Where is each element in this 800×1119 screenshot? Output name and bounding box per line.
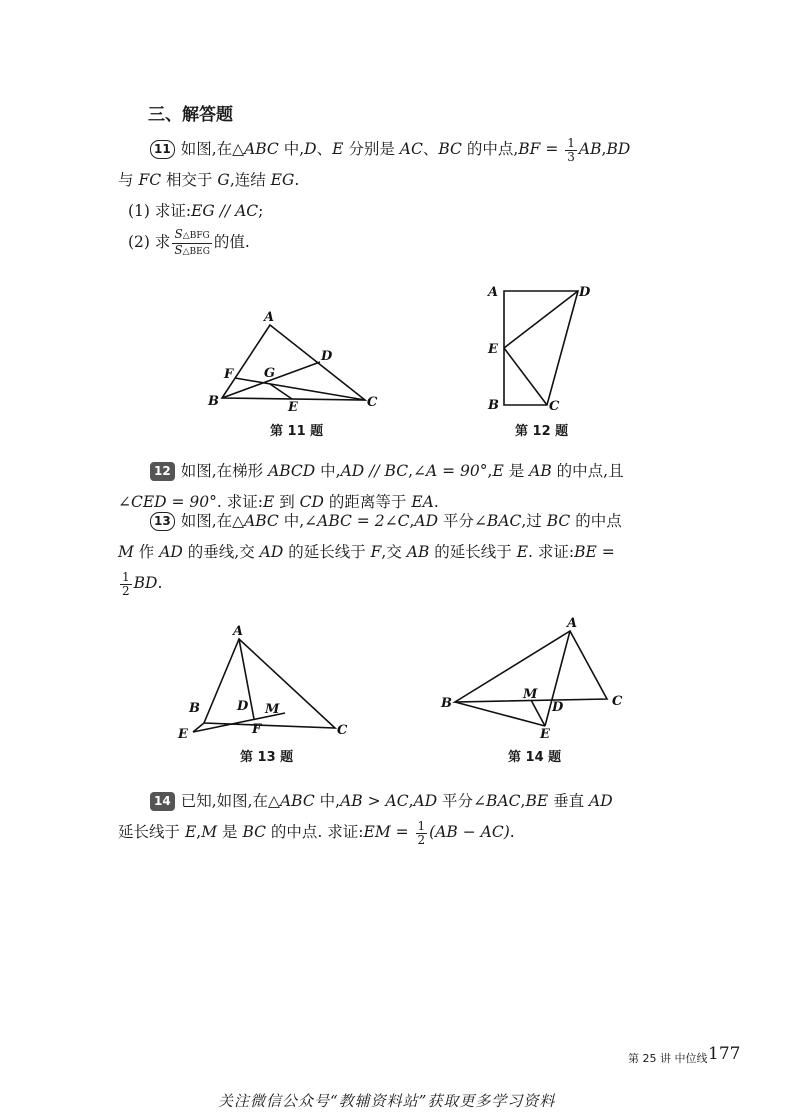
- label-e: E: [178, 727, 188, 742]
- problem-11-line-2: 与 FC 相交于 G,连结 EG.: [118, 171, 300, 189]
- trapezoid-abcd: [504, 291, 578, 405]
- label-f: F: [252, 722, 262, 737]
- label-f: F: [224, 367, 234, 382]
- segment-ed: [504, 291, 578, 348]
- label-b: B: [488, 398, 499, 413]
- chapter-label: 第 25 讲 中位线: [628, 1052, 708, 1065]
- watermark-text: 关注微信公众号“教辅资料站”获取更多学习资料: [218, 1092, 556, 1110]
- figure-11-caption: 第 11 题: [270, 424, 324, 439]
- label-e: E: [540, 727, 550, 742]
- page-number: 177: [708, 1044, 741, 1064]
- label-a: A: [233, 624, 244, 639]
- problem-13-number: 13: [150, 512, 175, 531]
- problem-11-sub-1: (1) 求证:EG // AC;: [128, 202, 264, 220]
- problem-11: [118, 134, 690, 259]
- figure-14-caption: 第 14 题: [508, 750, 562, 765]
- problem-14-line-2: 延长线于 E,M 是 BC 的中点. 求证:EM = $\frac{1}{2}$ (AB − AC).: [118, 818, 515, 847]
- problem-13: [118, 506, 690, 599]
- fraction-one-third: $\frac{1}{3}$: [567, 135, 575, 164]
- figure-11: [200, 305, 390, 415]
- label-c: C: [612, 694, 623, 709]
- label-e: E: [488, 342, 498, 357]
- problem-14: [118, 786, 690, 848]
- problem-13-line-2: M 作 AD 的垂线,交 AD 的延长线于 F,交 AB 的延长线于 E. 求证:BE =: [118, 543, 615, 561]
- label-d: D: [321, 349, 333, 364]
- problem-14-number: 14: [150, 792, 175, 811]
- problem-11-line-1: 11 如图,在△ABC 中,D、E 分别是 AC、BC 的中点,BF = $\frac{1}{3}$ AB,BD: [118, 134, 690, 165]
- segment-ec: [504, 348, 547, 405]
- figure-12-caption: 第 12 题: [515, 424, 569, 439]
- segment-be: [455, 702, 545, 726]
- problem-11-sub-2: (2) 求 $\frac{\text{S△BFG}}{\text{S△BEG}}$ 的值.: [128, 226, 250, 257]
- label-c: C: [367, 395, 378, 410]
- problem-12-line-2: ∠CED = 90°. 求证:E 到 CD 的距离等于 EA.: [118, 493, 439, 511]
- section-title: 三、解答题: [148, 105, 233, 125]
- figure-13: [170, 620, 360, 750]
- problem-13-line-3: $\frac{1}{2}$ BD.: [122, 569, 163, 598]
- fraction-one-half: $\frac{1}{2}$: [122, 569, 130, 598]
- triangle-abc: [222, 325, 365, 400]
- label-b: B: [208, 394, 219, 409]
- label-a: A: [488, 285, 499, 300]
- area-ratio-fraction: $\frac{\text{S△BFG}}{\text{S△BEG}}$: [174, 226, 210, 257]
- problem-12-line-1: 12 如图,在梯形 ABCD 中,AD // BC,∠A = 90°,E 是 AB 的中点,且: [118, 456, 690, 487]
- segment-fc: [235, 378, 365, 400]
- label-b: B: [441, 696, 452, 711]
- label-b: B: [189, 701, 200, 716]
- problem-12-number: 12: [150, 462, 175, 481]
- label-a: A: [567, 616, 578, 631]
- label-c: C: [337, 723, 348, 738]
- figure-12: [480, 280, 600, 414]
- label-g: G: [264, 366, 276, 381]
- label-e: E: [288, 400, 298, 415]
- figure-14: [435, 612, 635, 742]
- problem-14-line-1: 14 已知,如图,在△ABC 中,AB > AC,AD 平分∠BAC,BE 垂直 AD: [118, 786, 690, 817]
- fraction-one-half: $\frac{1}{2}$: [417, 818, 426, 847]
- label-m: M: [523, 687, 538, 702]
- label-c: C: [549, 399, 560, 414]
- label-m: M: [265, 702, 280, 717]
- problem-11-number: 11: [150, 140, 175, 159]
- problem-13-line-1: 13 如图,在△ABC 中,∠ABC = 2∠C,AD 平分∠BAC,过 BC 的中点: [118, 506, 690, 537]
- label-d: D: [237, 699, 249, 714]
- figure-13-caption: 第 13 题: [240, 750, 294, 765]
- label-d: D: [552, 700, 564, 715]
- label-a: A: [264, 310, 275, 325]
- label-d: D: [579, 285, 591, 300]
